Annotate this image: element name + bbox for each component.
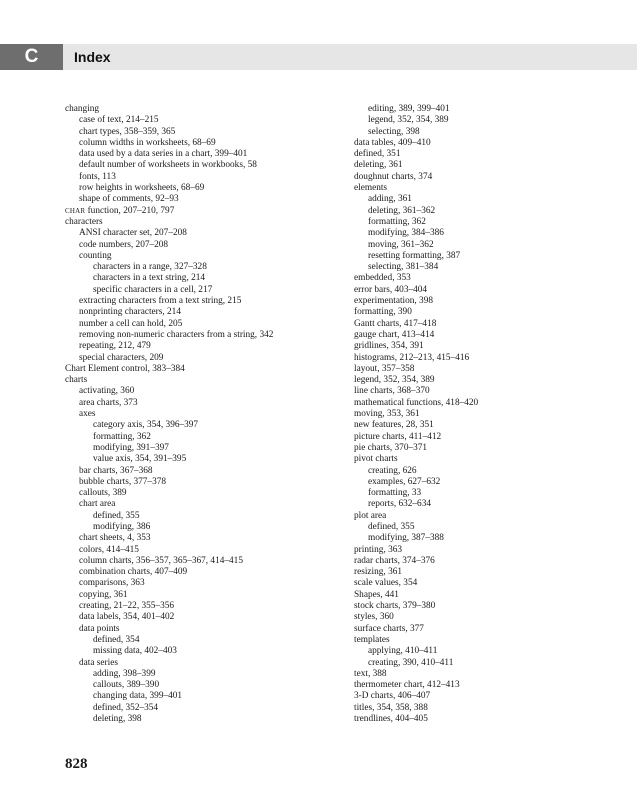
- index-entry: characters: [65, 216, 103, 227]
- index-entry: legend, 352, 354, 389: [354, 375, 435, 386]
- index-entry: data labels, 354, 401–402: [79, 612, 175, 623]
- index-entry: data series: [79, 657, 118, 668]
- index-entry: error bars, 403–404: [354, 284, 428, 295]
- index-entry: Chart Element control, 383–384: [65, 363, 185, 374]
- index-entry: modifying, 387–388: [368, 533, 444, 544]
- index-entry: pie charts, 370–371: [354, 442, 428, 453]
- index-entry: column widths in worksheets, 68–69: [79, 137, 216, 148]
- index-entry: shape of comments, 92–93: [79, 194, 179, 205]
- index-entry: copying, 361: [79, 589, 128, 600]
- index-entry: case of text, 214–215: [79, 115, 159, 126]
- index-entry: data used by a data series in a chart, 399–401: [79, 149, 248, 160]
- chapter-title: Index: [74, 49, 111, 65]
- index-entry: repeating, 212, 479: [79, 341, 151, 352]
- index-entry: embedded, 353: [354, 273, 411, 284]
- index-entry: bubble charts, 377–378: [79, 476, 167, 487]
- index-entry: code numbers, 207–208: [79, 239, 169, 250]
- index-entry: mathematical functions, 418–420: [354, 397, 479, 408]
- index-entry: surface charts, 377: [354, 623, 424, 634]
- index-entry: chart sheets, 4, 353: [79, 533, 151, 544]
- index-entry: examples, 627–632: [368, 476, 441, 487]
- index-entry: column charts, 356–357, 365–367, 414–415: [79, 555, 243, 566]
- index-entry: moving, 353, 361: [354, 409, 420, 420]
- index-entry: formatting, 390: [354, 307, 412, 318]
- index-entry: Shapes, 441: [354, 589, 399, 600]
- chapter-letter-tab: C: [0, 44, 63, 70]
- index-entry: removing non-numeric characters from a string, 342: [79, 329, 274, 340]
- index-entry: experimentation, 398: [354, 296, 434, 307]
- index-entry: callouts, 389: [79, 488, 127, 499]
- index-entry: defined, 355: [368, 521, 415, 532]
- index-entry: resetting formatting, 387: [368, 250, 461, 261]
- index-entry: fonts, 113: [79, 171, 116, 182]
- index-entry: thermometer chart, 412–413: [354, 680, 460, 691]
- index-entry: value axis, 354, 391–395: [93, 454, 187, 465]
- index-entry: creating, 626: [368, 465, 417, 476]
- index-entry: editing, 389, 399–401: [368, 104, 450, 114]
- index-entry: characters in a text string, 214: [93, 273, 206, 284]
- index-entry: formatting, 362: [93, 431, 151, 442]
- index-entry: radar charts, 374–376: [354, 555, 435, 566]
- index-entry: deleting, 398: [93, 714, 142, 725]
- index-entry: applying, 410–411: [368, 646, 438, 657]
- index-entry: comparisons, 363: [79, 578, 145, 589]
- index-entry: scale values, 354: [354, 578, 418, 589]
- index-entry: adding, 361: [368, 194, 412, 205]
- index-entry: char function, 207–210, 797: [65, 205, 175, 216]
- index-entry: row heights in worksheets, 68–69: [79, 183, 205, 194]
- index-entry: legend, 352, 354, 389: [368, 115, 449, 126]
- index-entry: combination charts, 407–409: [79, 567, 188, 578]
- index-entry: area charts, 373: [79, 397, 138, 408]
- index-entry: formatting, 362: [368, 216, 426, 227]
- index-entry: stock charts, 379–380: [354, 601, 436, 612]
- index-entry: chart types, 358–359, 365: [79, 126, 176, 137]
- index-entry: Gantt charts, 417–418: [354, 318, 437, 329]
- index-entry: changing: [65, 104, 100, 114]
- index-entry: trendlines, 404–405: [354, 714, 428, 725]
- index-entry: creating, 390, 410–411: [368, 657, 454, 668]
- index-entry: moving, 361–362: [368, 239, 434, 250]
- index-entry: 3-D charts, 406–407: [354, 691, 431, 702]
- index-entry: default number of worksheets in workbooks, 58: [79, 160, 257, 171]
- index-entry: modifying, 384–386: [368, 228, 444, 239]
- index-entry: activating, 360: [79, 386, 135, 397]
- index-entry: gauge chart, 413–414: [354, 329, 435, 340]
- index-entry: histograms, 212–213, 415–416: [354, 352, 470, 363]
- index-entry: defined, 351: [354, 149, 401, 160]
- index-entry: modifying, 386: [93, 521, 151, 532]
- index-entry: nonprinting characters, 214: [79, 307, 181, 318]
- index-entry: ANSI character set, 207–208: [79, 228, 187, 239]
- index-entry: new features, 28, 351: [354, 420, 434, 431]
- index-entry: counting: [79, 250, 112, 261]
- index-entry: selecting, 381–384: [368, 262, 439, 273]
- index-entry: styles, 360: [354, 612, 394, 623]
- index-entry: defined, 352–354: [93, 702, 159, 713]
- index-entry: characters in a range, 327–328: [93, 262, 207, 273]
- index-entry: plot area: [354, 510, 387, 521]
- index-entry: callouts, 389–390: [93, 680, 160, 691]
- index-column-left: [65, 104, 335, 725]
- index-entry: number a cell can hold, 205: [79, 318, 183, 329]
- index-entry: modifying, 391–397: [93, 442, 169, 453]
- index-entry: charts: [65, 375, 88, 386]
- index-entry: picture charts, 411–412: [354, 431, 442, 442]
- index-entry: formatting, 33: [368, 488, 422, 499]
- index-entry: defined, 355: [93, 510, 140, 521]
- index-entry: pivot charts: [354, 454, 398, 465]
- index-entry: resizing, 361: [354, 567, 403, 578]
- index-entry: bar charts, 367–368: [79, 465, 153, 476]
- index-entry: templates: [354, 634, 390, 645]
- index-entry: deleting, 361: [354, 160, 403, 171]
- index-entry: gridlines, 354, 391: [354, 341, 424, 352]
- page-number: 828: [65, 756, 88, 772]
- index-entry: deleting, 361–362: [368, 205, 436, 216]
- index-entry: creating, 21–22, 355–356: [79, 601, 175, 612]
- index-entry: category axis, 354, 396–397: [93, 420, 199, 431]
- index-entry: adding, 398–399: [93, 668, 156, 679]
- index-entry: changing data, 399–401: [93, 691, 183, 702]
- index-column-right: [340, 104, 600, 725]
- index-entry: printing, 363: [354, 544, 403, 555]
- index-entry: defined, 354: [93, 634, 140, 645]
- chapter-header: [0, 44, 637, 70]
- index-entry: extracting characters from a text string, 215: [79, 296, 242, 307]
- index-entry: chart area: [79, 499, 116, 510]
- index-entry: missing data, 402–403: [93, 646, 177, 657]
- index-entry: colors, 414–415: [79, 544, 139, 555]
- index-entry: special characters, 209: [79, 352, 164, 363]
- index-entry: data tables, 409–410: [354, 137, 431, 148]
- index-entry: text, 388: [354, 668, 387, 679]
- index-entry: axes: [79, 409, 96, 420]
- index-entry: elements: [354, 183, 388, 194]
- index-entry: layout, 357–358: [354, 363, 415, 374]
- index-entry: specific characters in a cell, 217: [93, 284, 213, 295]
- index-entry: reports, 632–634: [368, 499, 432, 510]
- index-entry: selecting, 398: [368, 126, 420, 137]
- index-entry: doughnut charts, 374: [354, 171, 433, 182]
- index-entry: data points: [79, 623, 120, 634]
- index-entry: titles, 354, 358, 388: [354, 702, 428, 713]
- index-entry: line charts, 368–370: [354, 386, 430, 397]
